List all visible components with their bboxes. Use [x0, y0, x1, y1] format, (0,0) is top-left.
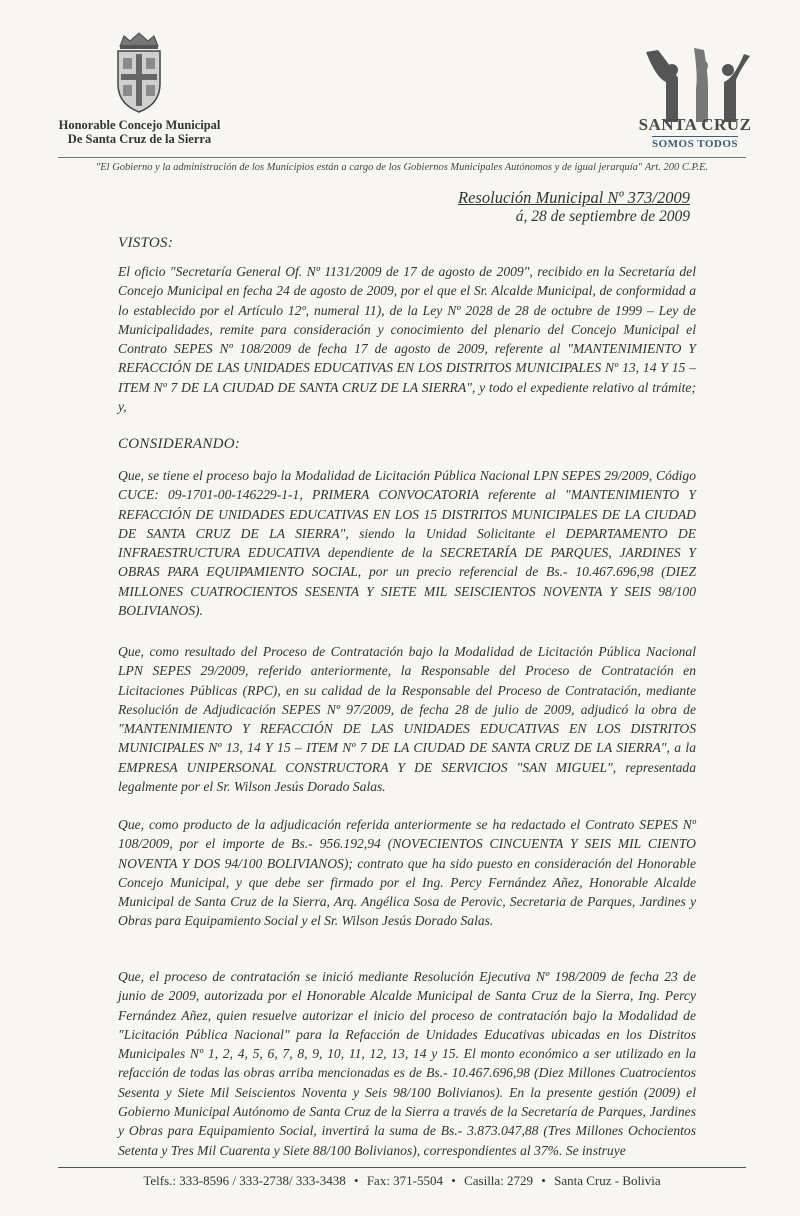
- footer-bullet: •: [541, 1173, 546, 1188]
- footer-fax: Fax: 371-5504: [366, 1173, 444, 1188]
- footer-divider: [58, 1167, 746, 1168]
- footer-bullet: •: [451, 1173, 456, 1188]
- considerando-paragraph-1: Que, se tiene el proceso bajo la Modalidad de Licitación Pública Nacional LPN SEPES 29/2009, Código CUCE: 09-1701-00-146229-1-1, PRIMERA CONVOCATORIA referente al "MANTENIMIENTO Y REFACCIÓN DE UNIDADES EDUCATIVAS EN LOS 15 DISTRITOS MUNICIPALES DE LA CIUDAD DE SANTA CRUZ DE LA SIERRA", siendo la Unidad Solicitante el DEPARTAMENTO DE INFRAESTRUCTURA EDUCATIVA dependiente de la SECRETARÍA DE PARQUES, JARDINES Y OBRAS PARA EQUIPAMIENTO SOCIAL, por un precio referencial de Bs.- 10.467.696,98 (DIEZ MILLONES CUATROCIENTOS SESENTA Y SIETE MIL SEISCIENTOS NOVENTA Y SEIS 98/100 BOLIVIANOS).: [118, 468, 696, 619]
- footer-box: Casilla: 2729: [464, 1173, 534, 1188]
- constitution-quote: "El Gobierno y la administración de los Municipios están a cargo de los Gobiernos Municipales Autónomos y de igual jerarquía" Art. 200 C.P.E.: [95, 162, 709, 173]
- logo-motto: SOMOS TODOS: [651, 138, 739, 150]
- considerando-paragraph-4: Que, el proceso de contratación se inició mediante Resolución Ejecutiva Nº 198/2009 de fecha 23 de junio de 2009, autorizada por el Honorable Alcalde Municipal de Santa Cruz de la Sierra, Ing. Percy Fernández Añez, quien resuelve autorizar el inicio del proceso de contratación bajo la Modalidad de "Licitación Pública Nacional" para la Refacción de Unidades Educativas ubicadas en los Distritos Municipales Nº 1, 2, 4, 5, 6, 7, 8, 9, 10, 11, 12, 13, 14 y 15. El monto económico a ser utilizado en la refacción de todas las obras arriba mencionadas es de Bs.- 10.467.696,98 (Diez Millones Cuatrocientos Sesenta y Siete Mil Seiscientos Noventa y Seis 98/100 Bolivianos). En la presente gestión (2009) el Gobierno Municipal Autónomo de Santa Cruz de la Sierra a través de la Secretaría de Parques, Jardines y Obras para Equipamiento Social, invertirá la suma de Bs.- 3.873.047,88 (Tres Millones Ochocientos Setenta y Tres Mil Cuarenta y Siete 88/100 Bolivianos), correspondientes al 37%. Se instruye: [118, 969, 696, 1158]
- municipal-crest-icon: [110, 32, 168, 116]
- vistos-paragraph: El oficio "Secretaría General Of. Nº 1131/2009 de 17 de agosto de 2009", recibido en la Secretaría del Concejo Municipal en fecha 24 de agosto de 2009, por el que el Sr. Alcalde Municipal, de conformidad a lo establecido por el Artículo 12º, numeral 11), de la Ley Nº 2028 de 28 de octubre de 1999 – Ley de Municipalidades, remite para consideración y conocimiento del plenario del Concejo Municipal el Contrato SEPES Nº 108/2009 de fecha 17 de agosto de 2009, referente al "MANTENIMIENTO Y REFACCIÓN DE LAS UNIDADES EDUCATIVAS EN LOS DISTRITOS MUNICIPALES Nº 13, 14 Y 15 – ITEM Nº 7 DE LA CIUDAD DE SANTA CRUZ DE LA SIERRA", y todo el expediente relativo al trámite; y,: [118, 264, 696, 415]
- council-name-line2: De Santa Cruz de la Sierra: [67, 132, 212, 146]
- resolution-date: á, 28 de septiembre de 2009: [515, 208, 690, 225]
- council-name-line1: Honorable Concejo Municipal: [58, 118, 221, 132]
- footer-city: Santa Cruz - Bolivia: [554, 1173, 661, 1188]
- footer-bullet: •: [354, 1173, 359, 1188]
- considerando-paragraph-2: Que, como resultado del Proceso de Contratación bajo la Modalidad de Licitación Pública Nacional LPN SEPES 29/2009, referido anteriormente, la Responsable del Proceso de Contratación en Licitaciones Públicas (RPC), en su calidad de la Responsable del Proceso de Contratación, mediante Resolución de Adjudicación SEPES Nº 97/2009, de fecha 28 de julio de 2009, adjudicó la obra de "MANTENIMIENTO Y REFACCIÓN DE LAS UNIDADES EDUCATIVAS EN LOS DISTRITOS MUNICIPALES Nº 13, 14 Y 15 – ITEM Nº 7 DE LA CIUDAD DE SANTA CRUZ DE LA SIERRA", a la EMPRESA UNIPERSONAL CONSTRUCTORA Y DE SERVICIOS "SAN MIGUEL", representada legalmente por el Sr. Wilson Jesús Dorado Salas.: [118, 644, 696, 795]
- logo-name: SANTA CRUZ: [638, 115, 752, 134]
- considerando-heading: CONSIDERANDO:: [118, 436, 241, 452]
- resolution-title: Resolución Municipal Nº 373/2009: [458, 188, 690, 207]
- footer-contact: [58, 1173, 746, 1189]
- considerando-paragraph-3: Que, como producto de la adjudicación referida anteriormente se ha redactado el Contrato SEPES Nº 108/2009, por el importe de Bs.- 956.192,94 (NOVECIENTOS CINCUENTA Y SEIS MIL CIENTO NOVENTA Y DOS 94/100 BOLIVIANOS); contrato que ha sido puesto en consideración del Honorable Concejo Municipal, y que debe ser firmado por el Ing. Percy Fernández Añez, Honorable Alcalde Municipal de Santa Cruz de la Sierra, Arq. Angélica Sosa de Perovic, Secretaria de Parques, Jardines y Obras para Equipamiento Social y el Sr. Wilson Jesús Dorado Salas.: [118, 817, 696, 929]
- santa-cruz-logo-text: [626, 116, 764, 152]
- council-name: [42, 118, 237, 146]
- vistos-heading: VISTOS:: [118, 235, 174, 251]
- footer-phones: Telfs.: 333-8596 / 333-2738/ 333-3438: [143, 1173, 346, 1188]
- header-divider: [58, 157, 746, 158]
